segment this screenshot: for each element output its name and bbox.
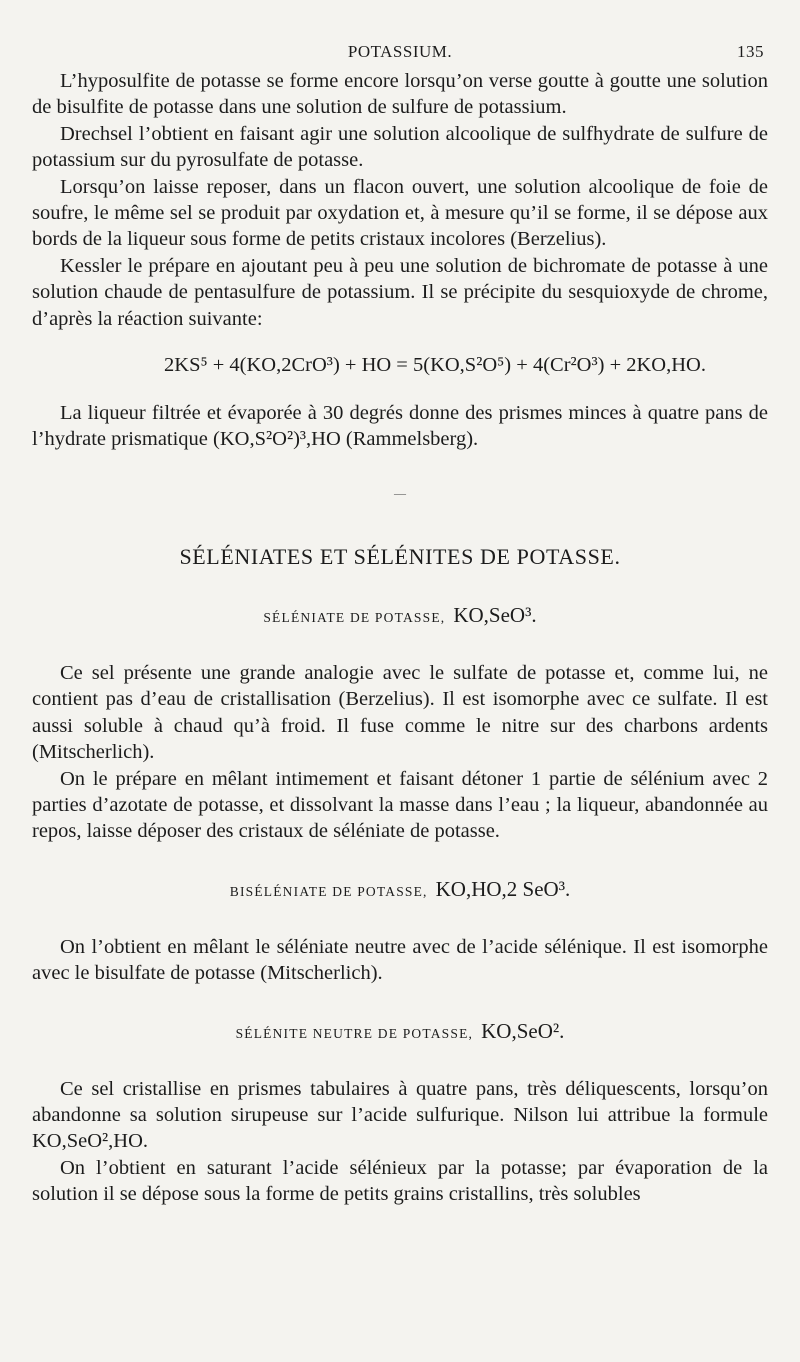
- subsection-formula: KO,SeO³.: [453, 602, 537, 627]
- ornament-divider: —: [394, 485, 406, 500]
- paragraph: On l’obtient en saturant l’acide sélénieux par la potasse; par évaporation de la solution il se dépose sous la forme de petits grains cristallins, très solubles: [32, 1156, 768, 1206]
- subsection-label: SÉLÉNIATE DE POTASSE,: [263, 609, 446, 625]
- subsection-heading: [32, 601, 768, 632]
- running-head: [32, 40, 768, 68]
- paragraph: Kessler le prépare en ajoutant peu à peu une solution de bichromate de potasse à une solution chaude de pentasulfure de potassium. Il se précipite du sesquioxyde de chrome, d’après la réaction suivante:: [32, 254, 768, 330]
- subsection-heading: [32, 875, 768, 906]
- paragraph: Ce sel cristallise en prismes tabulaires à quatre pans, très déliquescents, lorsqu’on abandonne sa solution sirupeuse sur l’acide sulfurique. Nilson lui attribue la formule KO,SeO²,HO.: [32, 1077, 768, 1153]
- chemical-equation: 2KS⁵ + 4(KO,2CrO³) + HO = 5(KO,S²O⁵) + 4(Cr²O³) + 2KO,HO.: [164, 354, 706, 377]
- paragraph: On l’obtient en mêlant le séléniate neutre avec de l’acide sélénique. Il est isomorphe avec le bisulfate de potasse (Mitscherlich).: [32, 935, 768, 985]
- subsection-label: BISÉLÉNIATE DE POTASSE,: [229, 883, 428, 899]
- section-title: SÉLÉNIATES ET SÉLÉNITES DE POTASSE.: [179, 543, 621, 569]
- subsection-formula: KO,SeO².: [481, 1018, 565, 1043]
- paragraph: L’hyposulfite de potasse se forme encore lorsqu’on verse goutte à goutte une solution de bisulfite de potasse dans une solution de sulfure de potassium.: [32, 70, 768, 119]
- paragraph: Drechsel l’obtient en faisant agir une solution alcoolique de sulfhydrate de sulfure de potassium sur du pyrosulfate de potasse.: [32, 122, 768, 172]
- paragraph: Lorsqu’on laisse reposer, dans un flacon ouvert, une solution alcoolique de foie de soufre, le même sel se produit par oxydation et, à mesure qu’il se forme, il se dépose aux bords de la liqueur sous forme de petits cristaux incolores (Berzelius).: [32, 175, 768, 251]
- paragraph: La liqueur filtrée et évaporée à 30 degrés donne des prismes minces à quatre pans de l’hydrate prismatique (KO,S²O²)³,HO (Rammelsberg).: [32, 402, 768, 451]
- subsection-heading: [32, 1017, 768, 1048]
- subsection-label: SÉLÉNITE NEUTRE DE POTASSE,: [235, 1025, 474, 1041]
- paragraph: On le prépare en mêlant intimement et faisant détoner 1 partie de sélénium avec 2 parties d’azotate de potasse, et dissolvant la masse dans l’eau ; la liqueur, abandonnée au repos, laisse déposer des cristaux de séléniate de potasse.: [32, 767, 768, 843]
- page-number: 135: [737, 42, 764, 61]
- subsection-formula: KO,HO,2 SeO³.: [435, 876, 571, 901]
- running-title: POTASSIUM.: [347, 42, 453, 61]
- paragraph: Ce sel présente une grande analogie avec le sulfate de potasse et, comme lui, ne contient pas d’eau de cristallisation (Berzelius). Il est isomorphe avec ce sulfate. Il est aussi soluble à chaud qu’à froid. Il fuse comme le nitre sur des charbons ardents (Mitscherlich).: [32, 661, 768, 764]
